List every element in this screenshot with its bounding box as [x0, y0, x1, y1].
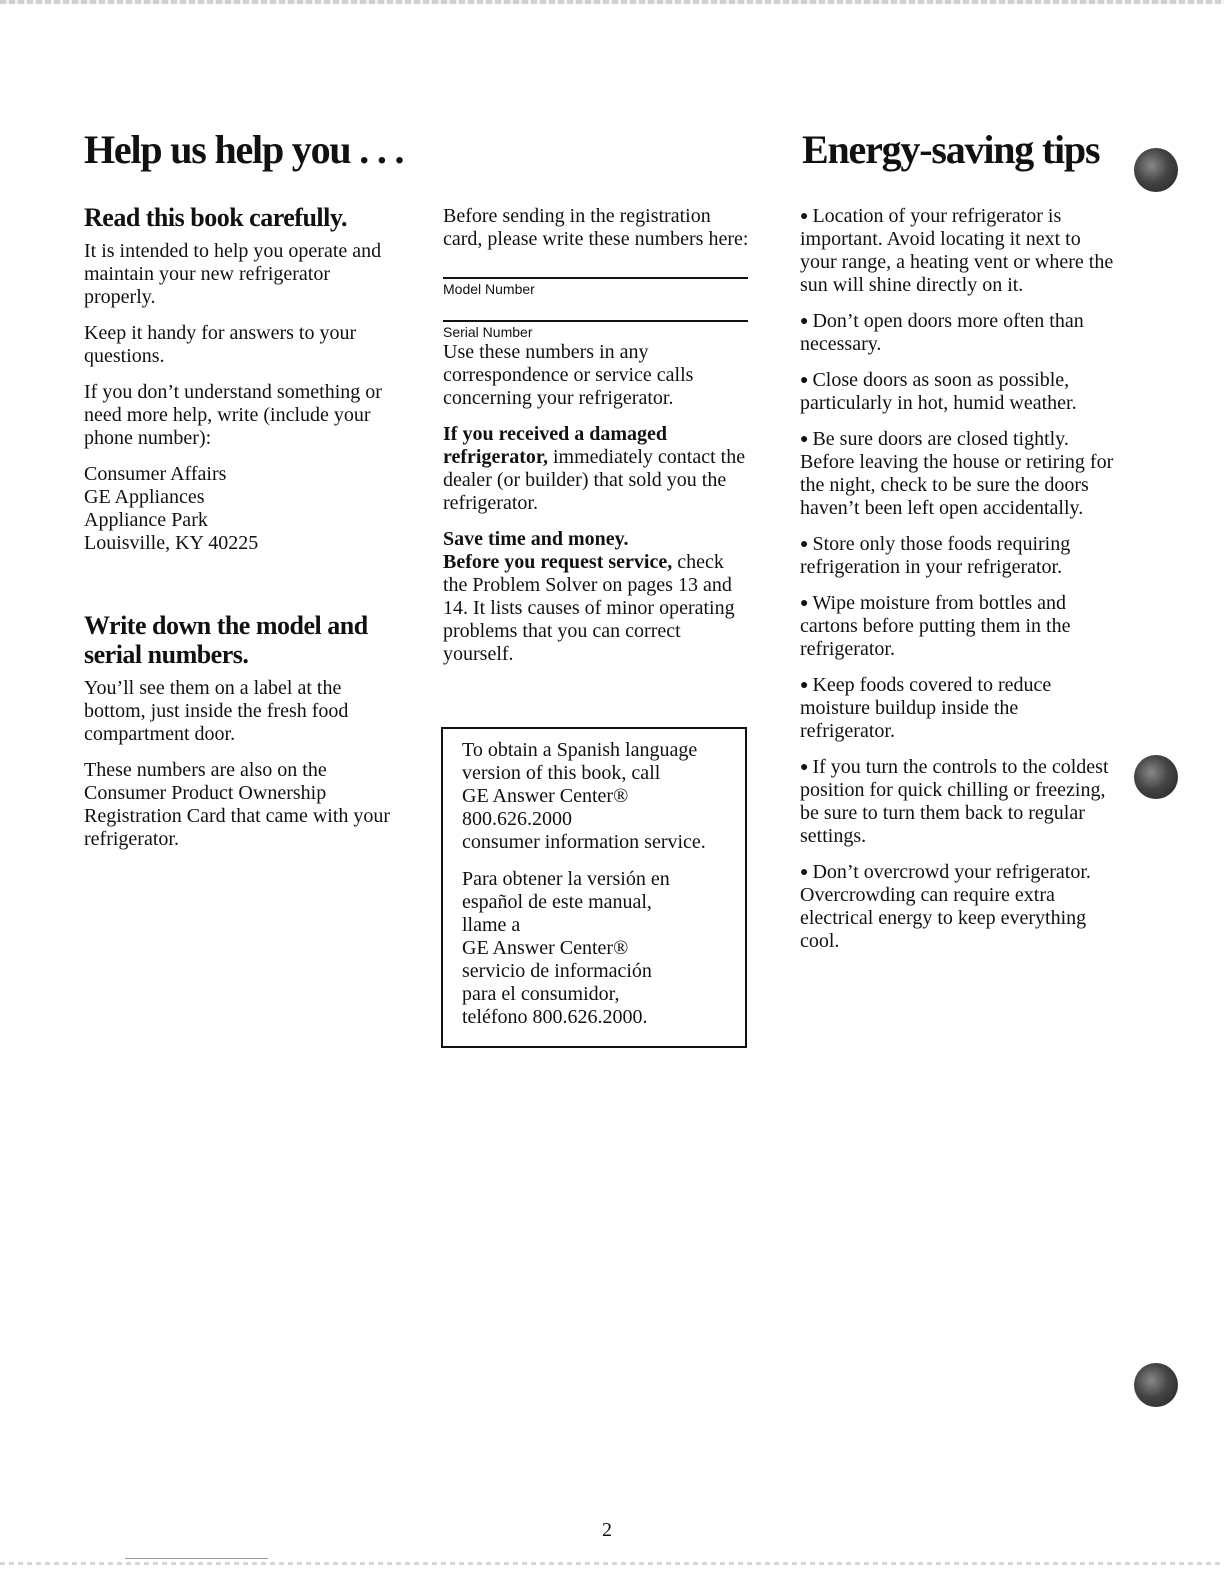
heading-read-book: Read this book carefully.: [84, 203, 347, 232]
tip-item: [800, 674, 1118, 743]
serial-number-line: [443, 320, 748, 322]
scan-edge-top: [0, 0, 1224, 4]
english-line: version of this book, call: [462, 762, 661, 784]
paragraph-need-help: If you don’t understand something or need more help, write (include your phone number):: [84, 381, 382, 449]
page-title-energy: Energy-saving tips: [802, 127, 1100, 172]
paragraph-keep-handy: Keep it handy for answers to your questions.: [84, 322, 357, 367]
english-line: GE Answer Center®: [462, 785, 629, 807]
address-line: Appliance Park: [84, 509, 208, 531]
tip-item: [800, 861, 1118, 953]
page-number: 2: [602, 1519, 612, 1541]
binder-hole-icon: [1134, 755, 1178, 799]
paragraph-save-time: [443, 528, 753, 666]
tip-item: [800, 533, 1118, 579]
bullet-icon: ●: [800, 678, 809, 693]
tip-item: [800, 756, 1118, 848]
damaged-text: immediately contact the dealer (or builder) that sold you the refrigerator.: [443, 446, 746, 514]
spanish-line: español de este manual,: [462, 891, 652, 913]
model-number-field[interactable]: [443, 277, 753, 298]
binder-hole-icon: [1134, 148, 1178, 192]
spanish-line: servicio de información: [462, 960, 652, 982]
tip-text: Keep foods covered to reduce moisture buildup inside the refrigerator.: [800, 674, 1052, 742]
english-line: To obtain a Spanish language: [462, 739, 698, 761]
spanish-line: Para obtener la versión en: [462, 868, 670, 890]
model-number-label: Model Number: [443, 281, 535, 297]
save-bold-2: Before you request service,: [443, 551, 673, 573]
right-column: [800, 205, 1118, 966]
tip-text: Be sure doors are closed tightly. Before leaving the house or retiring for the night, check to be sure the doors haven’t been left open accidentally.: [800, 428, 1114, 519]
binder-hole-icon: [1134, 1363, 1178, 1407]
english-line: consumer information service.: [462, 831, 706, 853]
tip-text: Store only those foods requiring refrigeration in your refrigerator.: [800, 533, 1071, 578]
tip-item: [800, 428, 1118, 520]
address-line: Louisville, KY 40225: [84, 532, 259, 554]
scan-mark-line: [125, 1558, 268, 1559]
middle-column: [443, 205, 753, 679]
spanish-notice: [462, 868, 737, 1029]
tip-text: Close doors as soon as possible, particularly in hot, humid weather.: [800, 369, 1077, 414]
tip-text: Don’t open doors more often than necessary.: [800, 310, 1084, 355]
bullet-icon: ●: [800, 373, 809, 388]
bullet-icon: ●: [800, 314, 809, 329]
left-column: [84, 203, 404, 864]
bullet-icon: ●: [800, 209, 809, 224]
tip-item: [800, 369, 1118, 415]
tip-text: If you turn the controls to the coldest position for quick chilling or freezing, be sure to turn them back to regular settings.: [800, 756, 1109, 847]
bullet-icon: ●: [800, 537, 809, 552]
scan-edge-bottom: [0, 1562, 1224, 1565]
save-text: check the Problem Solver on pages 13 and 14. It lists causes of minor operating problems that you can correct yourself.: [443, 551, 735, 665]
paragraph-intended: It is intended to help you operate and maintain your new refrigerator properly.: [84, 240, 382, 308]
paragraph-registration-card: These numbers are also on the Consumer Product Ownership Registration Card that came with your refrigerator.: [84, 759, 391, 850]
page-title-help: Help us help you . . .: [84, 127, 404, 172]
bullet-icon: ●: [800, 865, 809, 880]
english-line: 800.626.2000: [462, 808, 572, 830]
tip-item: [800, 310, 1118, 356]
spanish-line: para el consumidor,: [462, 983, 620, 1005]
damaged-bold: If you received a damaged refrigerator,: [443, 423, 668, 468]
spanish-line: teléfono 800.626.2000.: [462, 1006, 648, 1028]
paragraph-damaged: [443, 423, 753, 515]
tip-item: [800, 205, 1118, 297]
spanish-line: GE Answer Center®: [462, 937, 629, 959]
english-notice: [462, 739, 737, 854]
paragraph-use-numbers: Use these numbers in any correspondence or service calls concerning your refrigerator.: [443, 341, 694, 409]
bullet-icon: ●: [800, 596, 809, 611]
paragraph-before-sending: Before sending in the registration card, please write these numbers here:: [443, 205, 749, 250]
tip-text: Wipe moisture from bottles and cartons before putting them in the refrigerator.: [800, 592, 1071, 660]
bullet-icon: ●: [800, 432, 809, 447]
address-line: GE Appliances: [84, 486, 205, 508]
heading-write-down: Write down the model and serial numbers.: [84, 611, 368, 669]
tip-item: [800, 592, 1118, 661]
tip-text: Location of your refrigerator is important. Avoid locating it next to your range, a heating vent or where the sun will shine directly on it.: [800, 205, 1114, 296]
save-bold-1: Save time and money.: [443, 528, 629, 550]
model-number-line: [443, 277, 748, 279]
paragraph-label-location: You’ll see them on a label at the bottom, just inside the fresh food compartment door.: [84, 677, 349, 745]
mailing-address: [84, 463, 404, 555]
bullet-icon: ●: [800, 760, 809, 775]
tip-text: Don’t overcrowd your refrigerator. Overcrowding can require extra electrical energy to keep everything cool.: [800, 861, 1091, 952]
serial-number-label: Serial Number: [443, 324, 533, 340]
address-line: Consumer Affairs: [84, 463, 227, 485]
spanish-line: llame a: [462, 914, 521, 936]
spanish-info-box: [441, 727, 747, 1048]
serial-number-field[interactable]: [443, 320, 753, 341]
